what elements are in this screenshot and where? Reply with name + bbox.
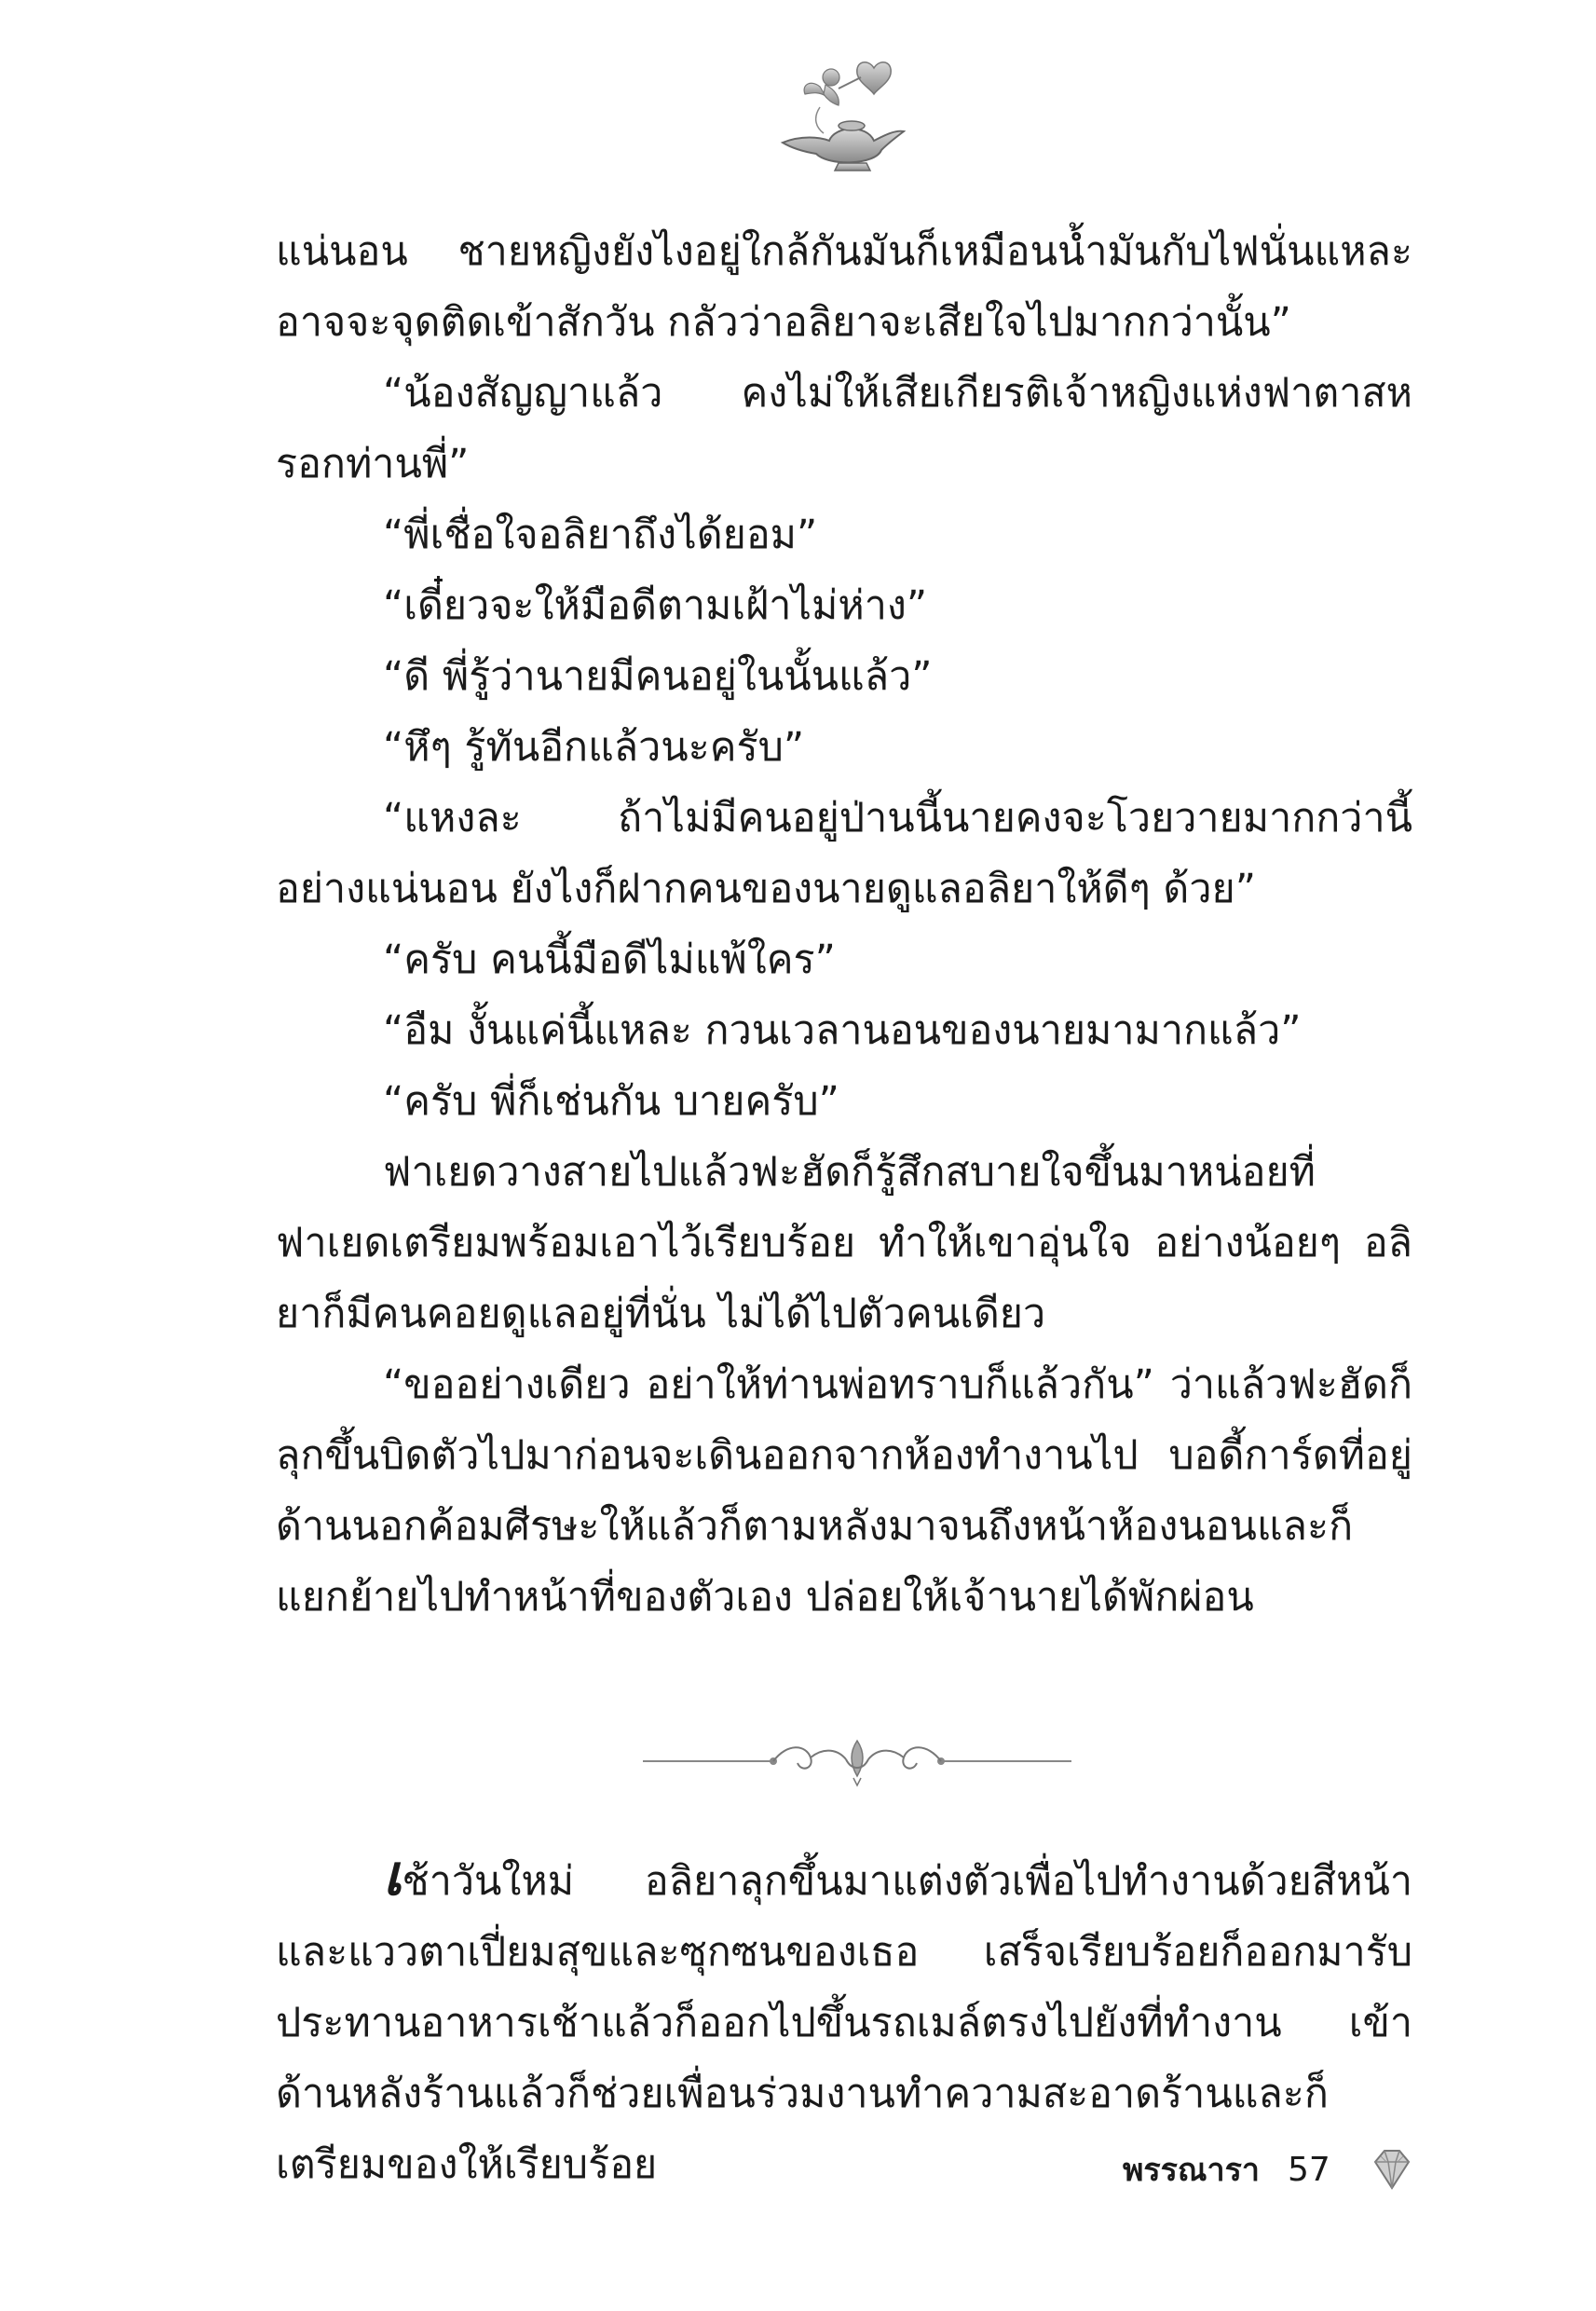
paragraph: “ครับ พี่ก็เช่นกัน บายครับ” bbox=[383, 1078, 839, 1125]
drop-cap: เ bbox=[383, 1843, 402, 1908]
page-number: 57 bbox=[1287, 2150, 1330, 2189]
paragraph: “ดี พี่รู้ว่านายมีคนอยู่ในนั้นแล้ว” bbox=[383, 653, 933, 700]
paragraph: “หึๆ รู้ทันอีกแล้วนะครับ” bbox=[383, 724, 805, 771]
paragraph-text: ช้าวันใหม่ อลิยาลุกขึ้นมาแต่งตัวเพื่อไปทำงานด้วยสีหน้าและแววตาเปี่ยมสุขและซุกซนของเธอ เสร็จเรียบร้อยก็ออกมารับประทานอาหารเช้าแล้วก็ออกไปขึ้นรถเมล์ตรงไปยังที่ทำงาน เข้าด้านหลังร้านแล้วก็ช่วยเพื่อนร่วมงานทำความสะอาดร้านและก็เตรียมของให้เรียบร้อย bbox=[276, 1858, 1412, 2188]
teapot-cupid-ornament-icon bbox=[764, 51, 913, 177]
paragraph: “อืม งั้นแค่นี้แหละ กวนเวลานอนของนายมามากแล้ว” bbox=[383, 1007, 1302, 1054]
book-title: พรรณารา bbox=[1123, 2152, 1260, 2189]
paragraph: “ครับ คนนี้มือดีไม่แพ้ใคร” bbox=[383, 937, 836, 983]
paragraph: “เดี๋ยวจะให้มือดีตามเฝ้าไม่ห่าง” bbox=[383, 582, 928, 629]
paragraph: “พี่เชื่อใจอลิยาถึงได้ยอม” bbox=[383, 512, 818, 558]
flourish-divider-icon bbox=[634, 1733, 1081, 1789]
paragraph: แน่นอน ชายหญิงยังไงอยู่ใกล้กันมันก็เหมือนน้ำมันกับไฟนั่นแหละอาจจะจุดติดเข้าสักวัน กลัวว่าอลิยาจะเสียใจไปมากกว่านั้น” bbox=[276, 228, 1412, 346]
body-text-section-1 bbox=[276, 216, 1412, 1633]
diamond-gem-icon bbox=[1368, 2147, 1416, 2192]
paragraph: ฟาเยดวางสายไปแล้วฟะฮัดก็รู้สึกสบายใจขึ้นมาหน่อยที่ฟาเยดเตรียมพร้อมเอาไว้เรียบร้อย ทำให้เขาอุ่นใจ อย่างน้อยๆ อลิยาก็มีคนคอยดูแลอยู่ที่นั่น ไม่ได้ไปตัวคนเดียว bbox=[276, 1149, 1412, 1337]
paragraph: “น้องสัญญาแล้ว คงไม่ให้เสียเกียรติเจ้าหญิงแห่งฟาตาสหรอกท่านพี่” bbox=[276, 370, 1412, 487]
paragraph: “แหงละ ถ้าไม่มีคนอยู่ป่านนี้นายคงจะโวยวายมากกว่านี้อย่างแน่นอน ยังไงก็ฝากคนของนายดูแลอลิยาให้ดีๆ ด้วย” bbox=[276, 795, 1412, 912]
paragraph: “ขออย่างเดียว อย่าให้ท่านพ่อทราบก็แล้วกัน” ว่าแล้วฟะฮัดก็ลุกขึ้นบิดตัวไปมาก่อนจะเดินออกจากห้องทำงานไป บอดี้การ์ดที่อยู่ด้านนอกค้อมศีรษะให้แล้วก็ตามหลังมาจนถึงหน้าห้องนอนและก็แยกย้ายไปทำหน้าที่ของตัวเอง ปล่อยให้เจ้านายได้พักผ่อน bbox=[276, 1361, 1412, 1620]
page-footer bbox=[1123, 2141, 1416, 2197]
